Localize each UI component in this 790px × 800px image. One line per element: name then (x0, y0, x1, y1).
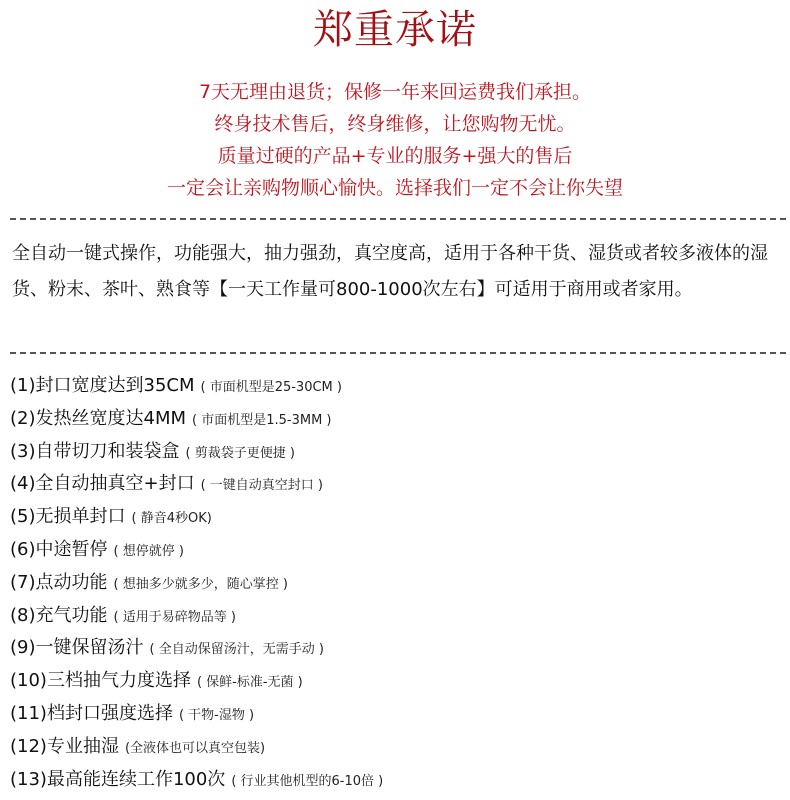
feature-title: (9)一键保留汤汁 (10, 637, 144, 659)
feature-note: ( 想停就停 ) (113, 543, 184, 559)
feature-item (10, 731, 785, 764)
intro-paragraph: 全自动一键式操作，功能强大，抽力强劲，真空度高，适用于各种干货、湿货或者较多液体的湿货、粉末、茶叶、熟食等【一天工作量可800-1000次左右】可适用于商用或者家用。 (12, 243, 768, 300)
feature-note: ( 静音4秒OK) (131, 511, 212, 527)
feature-note: ( 行业其他机型的6-10倍 ) (231, 773, 384, 789)
feature-note: ( 想抽多少就多少，随心掌控 ) (113, 576, 288, 592)
feature-title: (13)最高能连续工作100次 (10, 768, 226, 790)
feature-item (10, 436, 785, 469)
feature-title: (10)三档抽气力度选择 (10, 670, 191, 692)
feature-title: (11)档封口强度选择 (10, 702, 173, 724)
feature-title: (7)点动功能 (10, 571, 108, 593)
feature-note: ( 全自动保留汤汁，无需手动 ) (149, 642, 324, 658)
feature-note: ( 适用于易碎物品等 ) (113, 609, 236, 625)
dashed-divider (10, 218, 786, 220)
feature-note: ( 市面机型是1.5-3MM ) (192, 412, 332, 428)
feature-list (10, 370, 785, 796)
feature-title: (2)发热丝宽度达4MM (10, 407, 187, 429)
feature-note: ( 干物-湿物 ) (178, 707, 255, 723)
feature-title: (6)中途暂停 (10, 538, 108, 560)
promise-line: 质量过硬的产品+专业的服务+强大的售后 (217, 145, 573, 167)
feature-title: (4)全自动抽真空+封口 (10, 473, 195, 495)
feature-title: (1)封口宽度达到35CM (10, 375, 195, 396)
page-title: 郑重承诺 (313, 7, 477, 53)
feature-title: (3)自带切刀和装袋盒 (10, 440, 180, 462)
feature-item (10, 698, 785, 731)
feature-title: (5)无损单封口 (10, 506, 126, 528)
feature-title: (8)充气功能 (10, 604, 108, 626)
feature-note: ( 剪裁袋子更便捷 ) (185, 445, 295, 461)
dashed-divider (10, 352, 786, 354)
feature-item (10, 534, 785, 567)
feature-item (10, 600, 785, 633)
feature-item (10, 403, 785, 436)
promise-block (0, 76, 790, 204)
feature-note: ( 一键自动真空封口 ) (200, 478, 324, 494)
feature-item (10, 665, 785, 698)
feature-item (10, 632, 785, 665)
feature-item (10, 370, 785, 403)
feature-note: ( 市面机型是25-30CM ) (200, 380, 342, 395)
feature-item (10, 567, 785, 600)
promise-line: 终身技术售后，终身维修，让您购物无忧。 (214, 113, 576, 135)
feature-note: (全液体也可以真空包装) (124, 740, 266, 756)
feature-item (10, 764, 785, 797)
feature-item (10, 501, 785, 534)
promise-line: 7天无理由退货；保修一年来回运费我们承担。 (198, 81, 592, 103)
feature-item (10, 468, 785, 501)
feature-title: (12)专业抽湿 (10, 735, 119, 757)
promise-line: 一定会让亲购物顺心愉快。选择我们一定不会让你失望 (166, 177, 623, 199)
feature-note: ( 保鲜-标准-无菌 ) (196, 675, 303, 691)
